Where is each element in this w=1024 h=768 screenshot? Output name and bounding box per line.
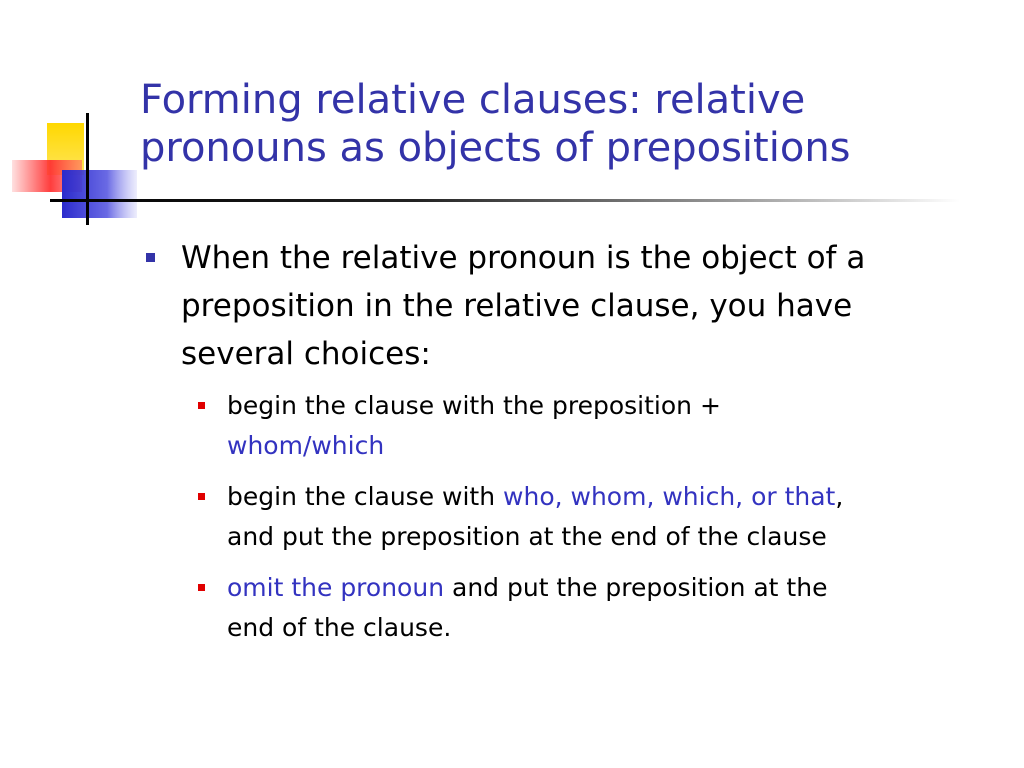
sub-bullet-1 bbox=[227, 386, 997, 466]
sub-bullet-2-line-1 bbox=[227, 477, 997, 517]
sub-bullet-2-comma: , bbox=[835, 482, 844, 511]
sub-bullet-3-line-2: end of the clause. bbox=[227, 613, 452, 642]
sub-bullet-3-text: and put the preposition at the bbox=[444, 573, 828, 602]
sub-bullet-2-highlight: who, whom, which, or that bbox=[503, 482, 836, 511]
sub-bullet-marker-1 bbox=[198, 402, 205, 409]
main-bullet-text bbox=[181, 234, 981, 378]
sub-bullet-marker-2 bbox=[198, 493, 205, 500]
sub-bullet-3 bbox=[227, 568, 997, 648]
sub-bullet-1-line-1: begin the clause with the preposition + bbox=[227, 391, 721, 420]
sub-bullet-2-line-2: and put the preposition at the end of the clause bbox=[227, 522, 827, 551]
main-bullet-line-3: several choices: bbox=[181, 336, 431, 372]
sub-bullet-marker-3 bbox=[198, 584, 205, 591]
slide-title-line-1: Forming relative clauses: relative bbox=[140, 77, 806, 123]
sub-bullet-1-highlight: whom/which bbox=[227, 431, 385, 460]
sub-bullet-2-text: begin the clause with bbox=[227, 482, 504, 511]
sub-bullet-3-highlight: omit the pronoun bbox=[227, 573, 445, 602]
main-bullet-line-1: When the relative pronoun is the object of a bbox=[181, 240, 866, 276]
main-bullet-marker bbox=[146, 253, 155, 262]
slide-title-line-2: pronouns as objects of prepositions bbox=[140, 125, 851, 171]
main-bullet-line-2: preposition in the relative clause, you have bbox=[181, 288, 853, 324]
sub-bullet-3-line-1 bbox=[227, 568, 997, 608]
sub-bullet-2 bbox=[227, 477, 997, 557]
